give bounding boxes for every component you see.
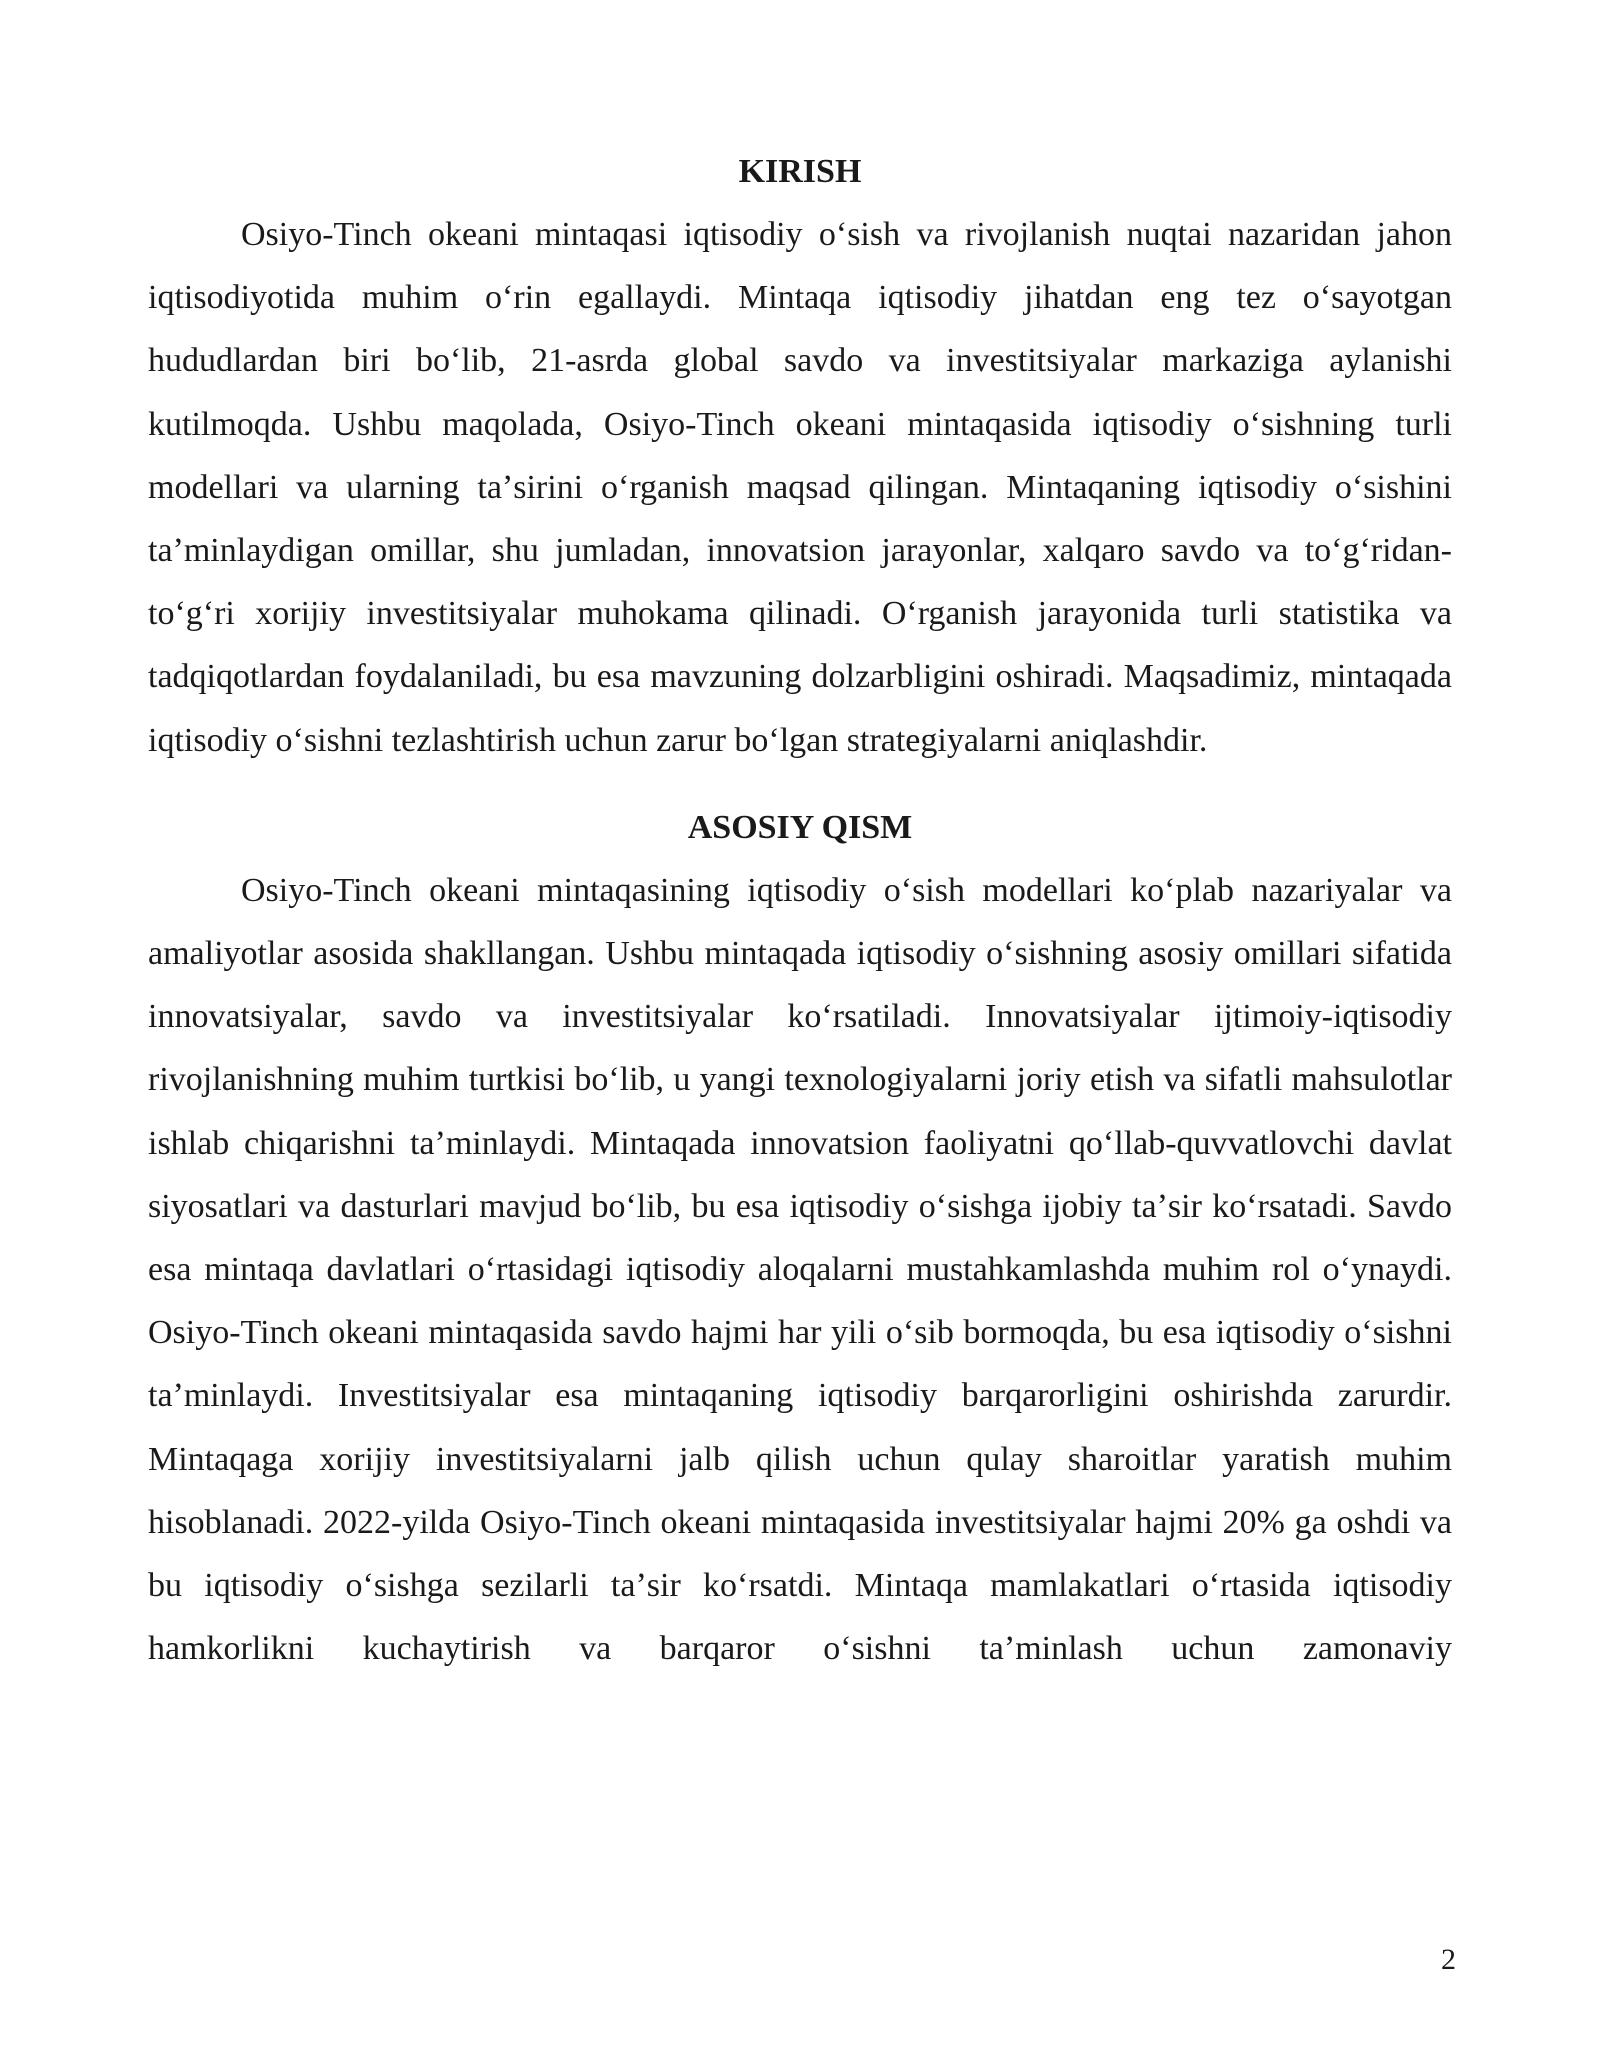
section-heading-kirish: KIRISH bbox=[738, 153, 862, 190]
section-paragraph-kirish: Osiyo-Tinch okeani mintaqasi iqtisodiy oʻsish va rivojlanish nuqtai nazaridan jahon iqtisodiyotida muhim oʻrin egallaydi. Mintaqa iqtisodiy jihatdan eng tez oʻsayotgan hududlardan biri boʻlib, 21-asrda global savdo va investitsiyalar markaziga aylanishi kutilmoqda. Ushbu maqolada, Osiyo-Tinch okeani mintaqasida iqtisodiy oʻsishning turli modellari va ularning taʼsirini oʻrganish maqsad qilingan. Mintaqaning iqtisodiy oʻsishini taʼminlaydigan omillar, shu jumladan, innovatsion jarayonlar, xalqaro savdo va toʻgʻridan-toʻgʻri xorijiy investitsiyalar muhokama qilinadi. Oʻrganish jarayonida turli statistika va tadqiqotlardan foydalaniladi, bu esa mavzuning dolzarbligini oshiradi. Maqsadimiz, mintaqada iqtisodiy oʻsishni tezlashtirish uchun zarur boʻlgan strategiyalarni aniqlashdir. bbox=[148, 216, 1452, 759]
section-heading-asosiy-qism: ASOSIY QISM bbox=[687, 808, 913, 846]
page-number: 2 bbox=[1441, 1943, 1456, 1976]
page-content bbox=[148, 140, 1452, 1680]
section-paragraph-asosiy-qism: Osiyo-Tinch okeani mintaqasining iqtisodiy oʻsish modellari koʻplab nazariyalar va amaliyotlar asosida shakllangan. Ushbu mintaqada iqtisodiy oʻsishning asosiy omillari sifatida innovatsiyalar, savdo va investitsiyalar koʻrsatiladi. Innovatsiyalar ijtimoiy-iqtisodiy rivojlanishning muhim turtkisi boʻlib, u yangi texnologiyalarni joriy etish va sifatli mahsulotlar ishlab chiqarishni taʼminlaydi. Mintaqada innovatsion faoliyatni qoʻllab-quvvatlovchi davlat siyosatlari va dasturlari mavjud boʻlib, bu esa iqtisodiy oʻsishga ijobiy taʼsir koʻrsatadi. Savdo esa mintaqa davlatlari oʻrtasidagi iqtisodiy aloqalarni mustahkamlashda muhim rol oʻynaydi. Osiyo-Tinch okeani mintaqasida savdo hajmi har yili oʻsib bormoqda, bu esa iqtisodiy oʻsishni taʼminlaydi. Investitsiyalar esa mintaqaning iqtisodiy barqarorligini oshirishda zarurdir. Mintaqaga xorijiy investitsiyalarni jalb qilish uchun qulay sharoitlar yaratish muhim hisoblanadi. 2022-yilda Osiyo-Tinch okeani mintaqasida investitsiyalar hajmi 20% ga oshdi va bu iqtisodiy oʻsishga sezilarli taʼsir koʻrsatdi. Mintaqa mamlakatlari oʻrtasida iqtisodiy hamkorlikni kuchaytirish va barqaror oʻsishni taʼminlash uchun zamonaviy bbox=[148, 871, 1452, 1668]
